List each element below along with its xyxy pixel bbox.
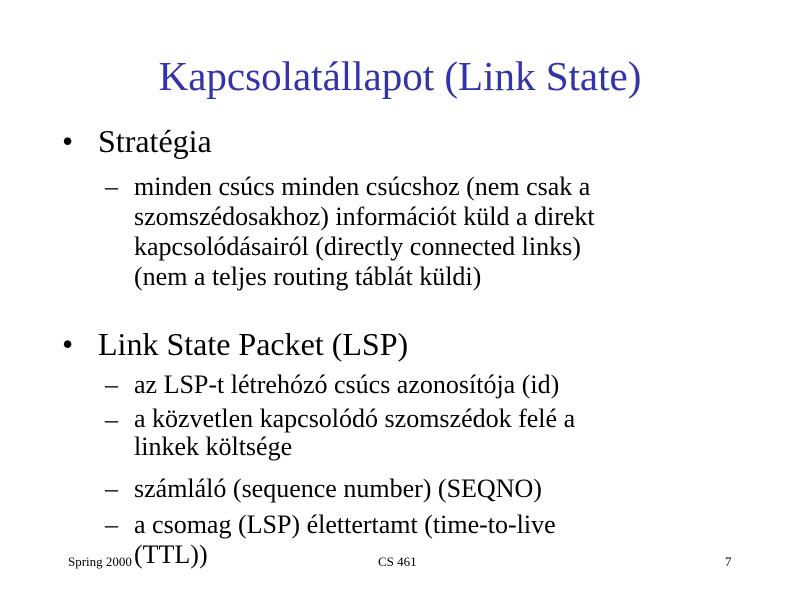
bullet-marker: • xyxy=(62,326,74,362)
subitem-lsp-seqno xyxy=(105,474,695,504)
sub-text xyxy=(105,474,695,504)
bullet-marker: • xyxy=(62,123,74,159)
sub-text-line: (TTL)) xyxy=(134,540,208,569)
footer-course: CS 461 xyxy=(378,554,417,569)
sub-text-line: kapcsolódásairól (directly connected links) xyxy=(134,232,581,261)
subitem-strategia-description xyxy=(105,172,695,292)
sub-marker: – xyxy=(105,510,118,539)
bullet-label: Stratégia xyxy=(98,123,212,159)
slide-title: Kapcsolatállapot (Link State) xyxy=(158,53,642,99)
subitem-lsp-link-cost xyxy=(105,405,695,461)
sub-text-line: számláló (sequence number) (SEQNO) xyxy=(134,474,542,503)
sub-marker: – xyxy=(105,405,118,434)
footer-term: Spring 2000 xyxy=(68,554,132,569)
footer-page-number: 7 xyxy=(725,554,732,569)
sub-text xyxy=(105,370,695,400)
sub-text-line: (nem a teljes routing táblát küldi) xyxy=(134,262,482,291)
sub-text-line: szomszédosakhoz) információt küld a direkt xyxy=(134,202,595,231)
sub-text-line: az LSP-t létrehózó csúcs azonosítója (id) xyxy=(134,370,560,399)
sub-text xyxy=(105,405,695,461)
sub-marker: – xyxy=(105,370,118,399)
sub-marker: – xyxy=(105,172,118,201)
subitem-lsp-id xyxy=(105,370,695,400)
sub-text-line: a közvetlen kapcsolódó szomszédok felé a xyxy=(134,404,576,433)
sub-marker: – xyxy=(105,474,118,503)
sub-text-line: minden csúcs minden csúcshoz (nem csak a xyxy=(134,172,591,201)
sub-text xyxy=(105,172,695,292)
sub-text-line: linkek költsége xyxy=(134,432,293,461)
sub-text-line: a csomag (LSP) élettertamt (time-to-live xyxy=(134,510,556,539)
bullet-label: Link State Packet (LSP) xyxy=(98,326,409,362)
